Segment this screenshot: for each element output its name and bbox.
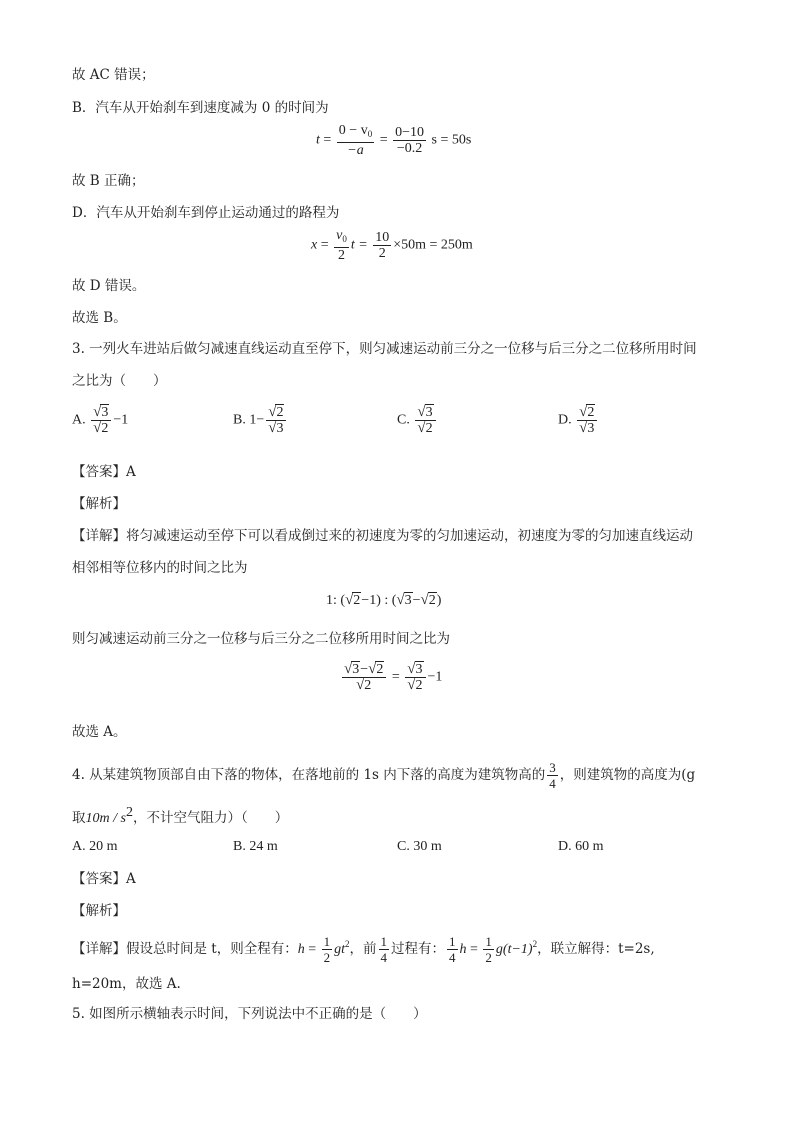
text-line: 故 AC 错误； [72,67,155,83]
text-line: 故 B 正确； [72,173,145,189]
option-c: C. 30 m [397,839,442,854]
question-3-text: 3. 一列火车进站后做匀减速直线运动直至停下，则匀减速运动前三分之一位移与后三分之二位移所用时间 [72,341,697,357]
option-c: C. $\frac{√3}{√2}$ [397,405,438,436]
option-a: A. $\frac{√3}{√2}$ −1 [72,404,129,436]
detail-text: h=20m，故选 A. [72,976,181,992]
answer-label: 【答案】A [72,464,136,480]
text-line: 故 D 错误。 [72,278,146,294]
detail-text: 相邻相等位移内的时间之比为 [72,560,248,576]
text-line: 故选 A。 [72,724,127,740]
question-4-text: 取$10m / s^2$，不计空气阻力）（ ） [72,805,289,826]
equation-result: $\frac{√3-√2}{√2}$ = $\frac{√3}{√2}$ −1 [344,661,443,693]
analysis-label: 【解析】 [72,496,126,512]
text-line: B．汽车从开始刹车到速度减为 0 的时间为 [72,100,329,116]
question-5-text: 5. 如图所示横轴表示时间，下列说法中不正确的是（ ） [72,1006,427,1022]
text-line: D．汽车从开始刹车到停止运动通过的路程为 [72,205,340,221]
option-d: D. $\frac{√2}{√3}$ [558,405,599,436]
equation-distance: x = $\frac{v_0}{2}$ t = $\frac{10}{2}$ ×50m = 250m [311,228,473,263]
detail-text: 【详解】假设总时间是 t，则全程有：h = $\frac{1}{2}$ $gt^2$，前 $\frac{1}{4}$ 过程有： $\frac{1}{4}$ h = $\frac{1}{2}$ $g(t-1)^2$，联立解得：t=2s, [72,934,655,966]
option-d: D. 60 m [558,839,604,854]
option-a: A. 20 m [72,839,118,854]
equation-ratio: 1: (√2−1) : (√3−√2) [326,592,442,608]
answer-label: 【答案】A [72,871,136,887]
option-b: B. 24 m [233,839,278,854]
question-3-text: 之比为（ ） [72,373,167,389]
question-4-text: 4. 从某建筑物顶部自由下落的物体，在落地前的 1s 内下落的高度为建筑物高的 $\frac{3}{4}$ ，则建筑物的高度为(g [72,760,696,791]
detail-text: 则匀减速运动前三分之一位移与后三分之二位移所用时间之比为 [72,631,450,647]
analysis-label: 【解析】 [72,903,126,919]
option-b: B. 1− $\frac{√2}{√3}$ [233,405,288,436]
equation-time: t = $\frac{0 - v_0}{-a}$ = $\frac{0-10}{-0.2}$ s = 50s [316,123,472,158]
detail-text: 【详解】将匀减速运动至停下可以看成倒过来的初速度为零的匀加速运动，初速度为零的匀加速直线运动 [72,528,693,544]
text-line: 故选 B。 [72,310,127,326]
